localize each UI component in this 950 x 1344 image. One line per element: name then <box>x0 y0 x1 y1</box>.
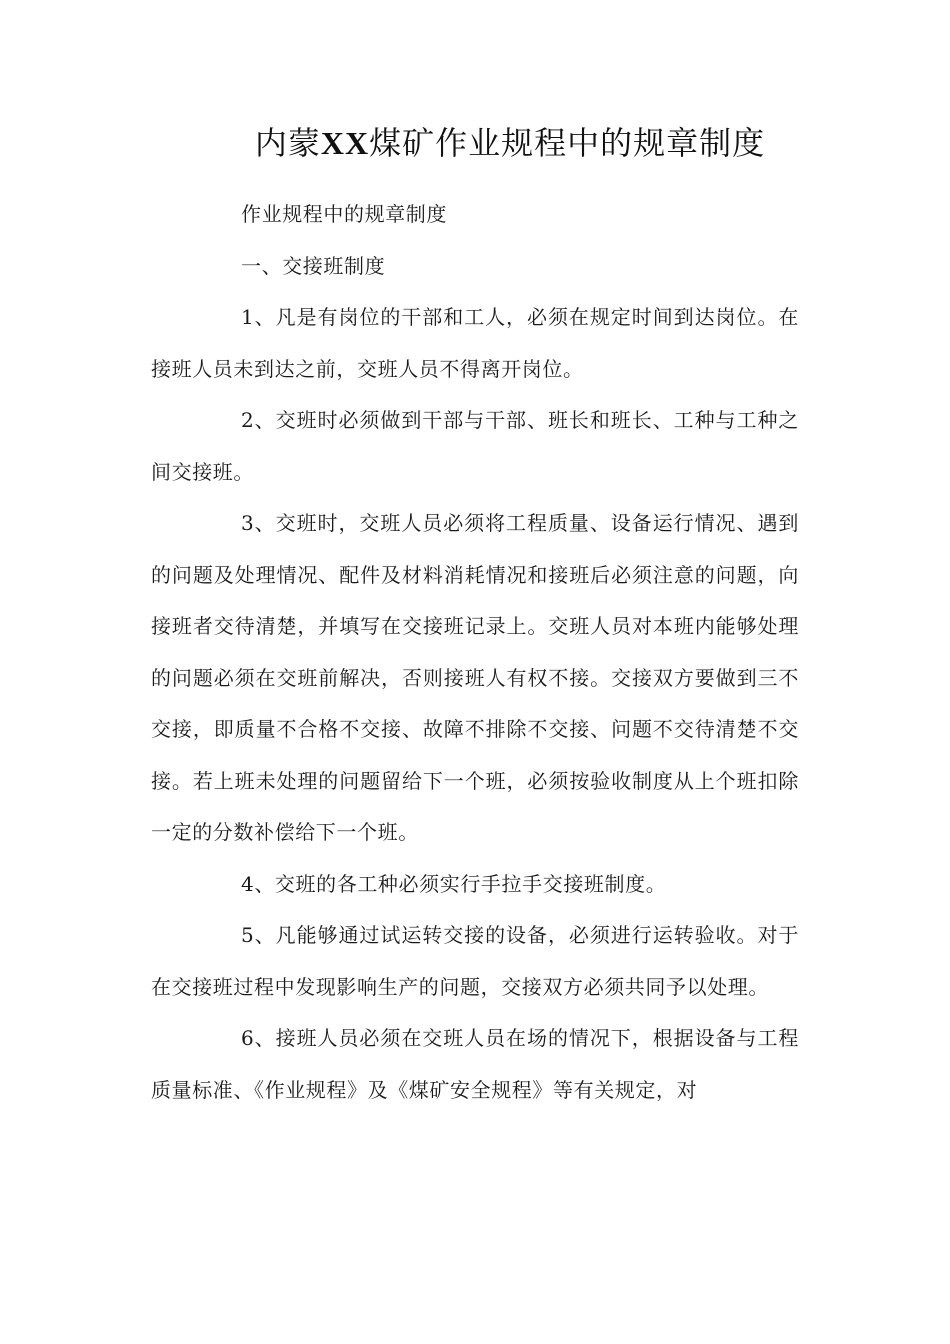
paragraph-rule-5: 5、凡能够通过试运转交接的设备，必须进行运转验收。对于在交接班过程中发现影响生产的问题，交接双方必须共同予以处理。 <box>151 923 799 999</box>
section-heading: 作业规程中的规章制度 <box>241 202 447 226</box>
paragraph-rule-4: 4、交班的各工种必须实行手拉手交接班制度。 <box>241 871 667 896</box>
paragraph-rule-2: 2、交班时必须做到干部与干部、班长和班长、工种与工种之间交接班。 <box>151 408 799 484</box>
paragraph-rule-1: 1、凡是有岗位的干部和工人，必须在规定时间到达岗位。在接班人员未到达之前，交班人员不得离开岗位。 <box>151 305 799 381</box>
document-title <box>0 118 950 168</box>
subsection-heading: 一、交接班制度 <box>241 253 386 278</box>
document-body <box>151 189 799 1116</box>
paragraph-rule-3: 3、交班时，交班人员必须将工程质量、设备运行情况、遇到的问题及处理情况、配件及材料消耗情况和接班后必须注意的问题，向接班者交待清楚，并填写在交接班记录上。交班人员对本班内能够处理的问题必须在交班前解决，否则接班人有权不接。交接双方要做到三不交接，即质量不合格不交接、故障不排除不交接、问题不交待清楚不交接。若上班未处理的问题留给下一个班，必须按验收制度从上个班扣除一定的分数补偿给下一个班。 <box>151 511 799 844</box>
title-prefix: 内蒙 <box>254 124 321 162</box>
paragraph-rule-6: 6、接班人员必须在交班人员在场的情况下，根据设备与工程质量标准、《作业规程》及《煤矿安全规程》等有关规定，对 <box>151 1026 799 1102</box>
title-suffix: 煤矿作业规程中的规章制度 <box>369 124 766 162</box>
title-placeholder-name: XX <box>320 125 370 161</box>
